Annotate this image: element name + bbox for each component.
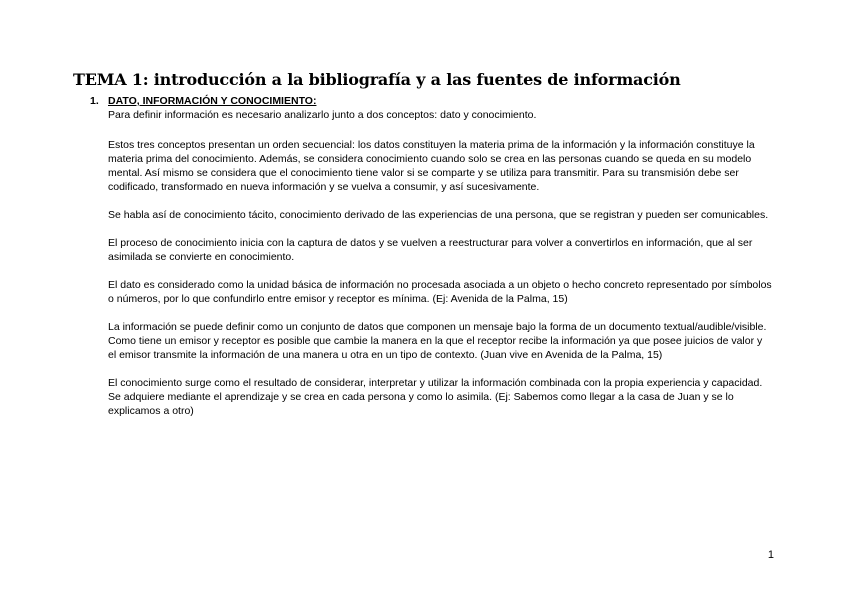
paragraph-information-definition: La información se puede definir como un conjunto de datos que componen un mensaje bajo la forma de un documento textual/audible/visible. Como tiene un emisor y receptor es posible que cambie la manera en la que el receptor recibe la información ya que posee juicios de valor y el emisor transmite la información de una manera u otra en un tipo de contexto. (Juan vive en Avenida de la Palma, 15) (108, 321, 767, 361)
document-title: TEMA 1: introducción a la bibliografía y a las fuentes de información (73, 70, 681, 89)
section-heading (90, 94, 780, 108)
body-paragraphs (108, 138, 773, 432)
section-intro: Para definir información es necesario analizarlo junto a dos conceptos: dato y conocimiento. (108, 109, 537, 121)
section-1 (90, 94, 780, 122)
paragraph-knowledge-definition: El conocimiento surge como el resultado de considerar, interpretar y utilizar la información combinada con la propia experiencia y capacidad. Se adquiere mediante el aprendizaje y se crea en cada persona y como lo asimila. (Ej: Sabemos como llegar a la casa de Juan y se lo explicamos a otro) (108, 377, 763, 417)
paragraph-knowledge-process: El proceso de conocimiento inicia con la captura de datos y se vuelven a reestructurar para volver a convertirlos en información, que al ser asimilada se convierte en conocimiento. (108, 237, 753, 263)
paragraph-sequence: Estos tres conceptos presentan un orden secuencial: los datos constituyen la materia prima de la información y la información constituye la materia prima del conocimiento. Además, se considera conocimiento cuando solo se crea en las personas cuando se queda en su modelo mental. Así mismo se considera que el conocimiento tiene valor si se comparte y se utiliza para transmitir. Para su transmisión debe ser codificado, transformado en nueva información y se vuelva a consumir, y así sucesivamente. (108, 139, 755, 193)
page-number: 1 (767, 549, 774, 561)
paragraph-tacit-knowledge: Se habla así de conocimiento tácito, conocimiento derivado de las experiencias de una persona, que se registran y pueden ser comunicables. (108, 209, 769, 221)
section-number: 1. (90, 95, 99, 107)
section-title: DATO, INFORMACIÓN Y CONOCIMIENTO: (108, 95, 317, 107)
paragraph-data-definition: El dato es considerado como la unidad básica de información no procesada asociada a un objeto o hecho concreto representado por símbolos o números, por lo que confundirlo entre emisor y receptor es mínima. (Ej: Avenida de la Palma, 15) (108, 279, 772, 305)
